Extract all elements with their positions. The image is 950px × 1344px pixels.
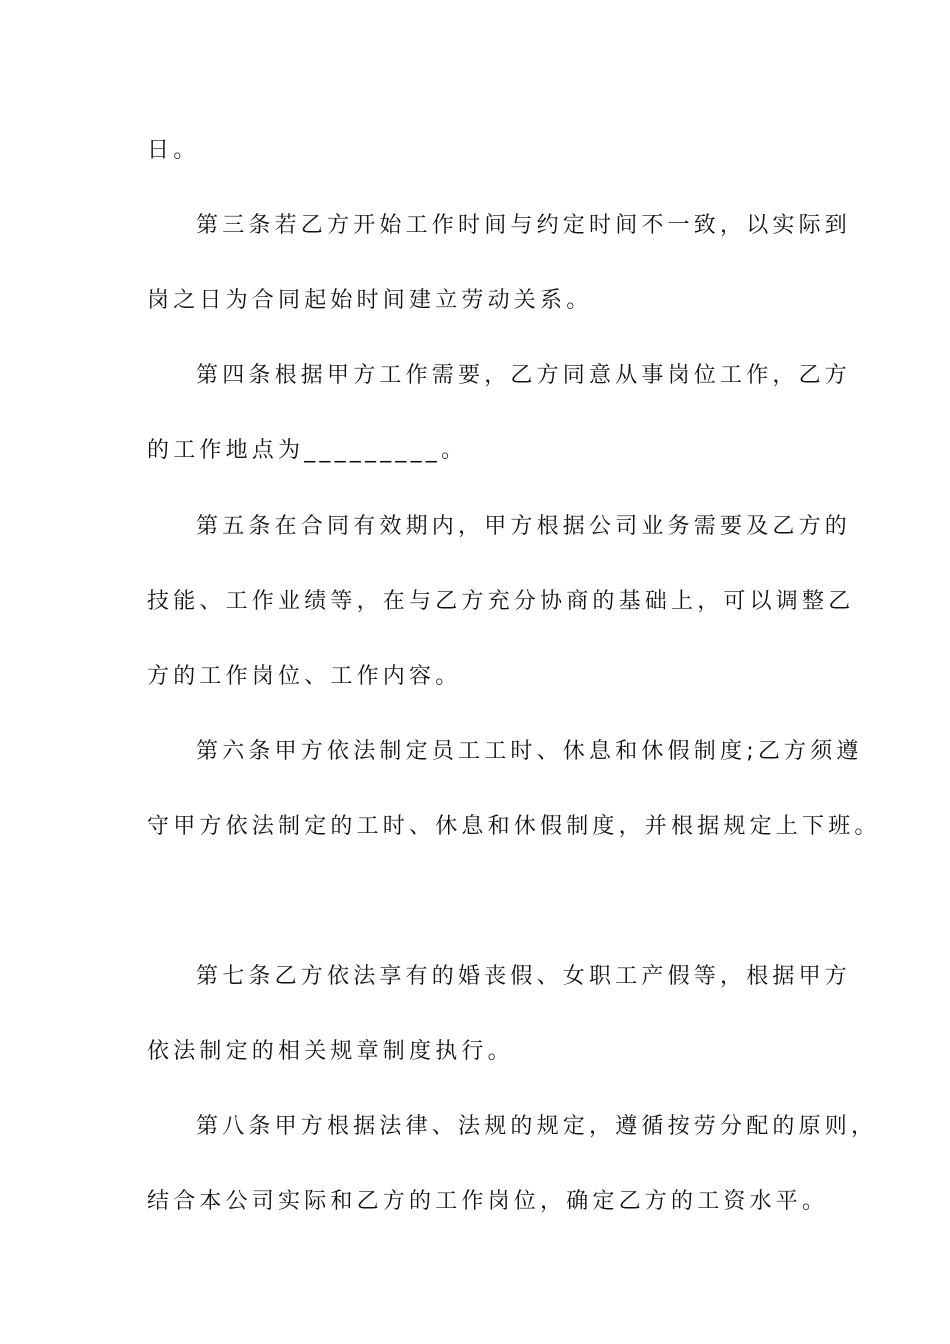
article-3-line-2: 岗之日为合同起始时间建立劳动关系。 bbox=[147, 288, 593, 313]
article-6-line-1: 第六条甲方依法制定员工工时、休息和休假制度;乙方须遵 bbox=[196, 739, 863, 764]
article-4-line-1: 第四条根据甲方工作需要，乙方同意从事岗位工作，乙方 bbox=[196, 363, 852, 388]
article-7-line-1: 第七条乙方依法享有的婚丧假、女职工产假等，根据甲方 bbox=[196, 964, 852, 989]
article-4-line-2: 的工作地点为_________。 bbox=[147, 438, 468, 463]
article-8-line-1: 第八条甲方根据法律、法规的规定，遵循按劳分配的原则， bbox=[196, 1114, 878, 1139]
article-8-line-2: 结合本公司实际和乙方的工作岗位，确定乙方的工资水平。 bbox=[147, 1189, 829, 1214]
article-6-line-2: 守甲方依法制定的工时、休息和休假制度，并根据规定上下班。 bbox=[147, 814, 881, 839]
article-3-line-1: 第三条若乙方开始工作时间与约定时间不一致，以实际到 bbox=[196, 213, 852, 238]
article-5-line-1: 第五条在合同有效期内，甲方根据公司业务需要及乙方的 bbox=[196, 514, 852, 539]
article-7-line-2: 依法制定的相关规章制度执行。 bbox=[147, 1039, 514, 1064]
text-line-1: 日。 bbox=[147, 138, 200, 163]
article-5-line-3: 方的工作岗位、工作内容。 bbox=[147, 664, 462, 689]
article-5-line-2: 技能、工作业绩等，在与乙方充分协商的基础上，可以调整乙 bbox=[147, 589, 855, 614]
